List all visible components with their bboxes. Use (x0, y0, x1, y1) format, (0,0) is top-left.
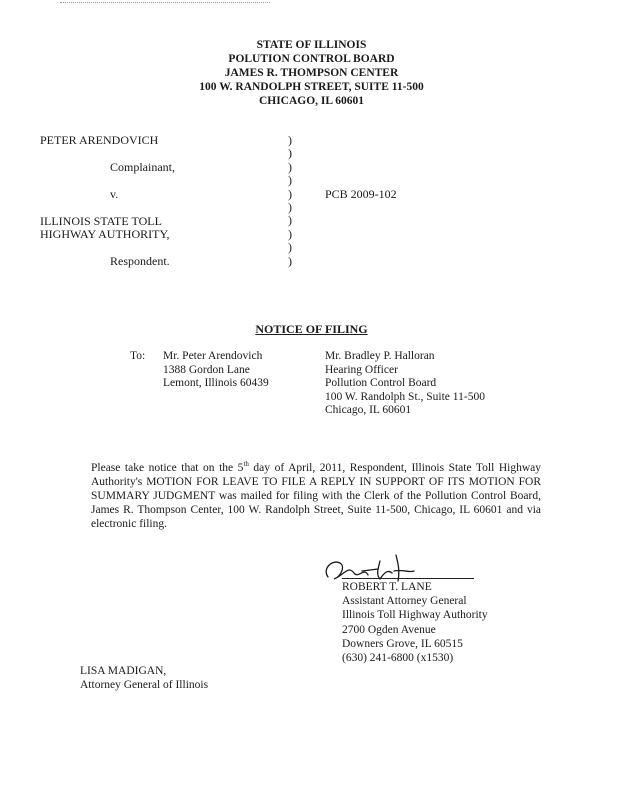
ag-title: Attorney General of Illinois (80, 679, 209, 691)
complainant-role: Complainant, (110, 160, 175, 174)
recipient-left (163, 350, 269, 391)
signer-phone: (630) 241-6800 (x1530) (342, 652, 454, 665)
recipient-right-city: Chicago, IL 60601 (325, 404, 412, 416)
caption-paren-column: ) ) ) ) ) ) ) ) ) ) (288, 133, 292, 268)
header-center: JAMES R. THOMPSON CENTER (224, 67, 399, 79)
attorney-general-block (80, 664, 208, 692)
header-state: STATE OF ILLINOIS (256, 39, 367, 51)
body-part-1: Please take notice that on the 5 (91, 462, 244, 474)
signer-name: ROBERT T. LANE (342, 581, 432, 593)
respondent-line-1: ILLINOIS STATE TOLL (40, 214, 162, 228)
signer-org: Illinois Toll Highway Authority (342, 609, 488, 622)
recipient-left-name: Mr. Peter Arendovich (163, 350, 263, 362)
signature-line (342, 578, 474, 579)
header-city: CHICAGO, IL 60601 (258, 95, 365, 107)
notice-body (91, 461, 541, 531)
signature-block (342, 580, 488, 665)
to-label: To: (130, 350, 146, 362)
body-superscript: th (243, 460, 249, 469)
respondent-role: Respondent. (110, 254, 170, 268)
signer-city: Downers Grove, IL 60515 (342, 637, 463, 650)
signer-title: Assistant Attorney General (342, 595, 467, 608)
body-part-2: day of April, 2011, Respondent, Illinois State Toll Highway Authority's MOTION FOR LEAVE TO FILE A REPLY IN SUPPORT OF ITS MOTION FOR SUMMARY JUDGMENT was mailed for filing with the Clerk of the Pollution Control Board, James R. Thompson Center, 100 W. Randolph Street, Suite 11-500, Chicago, IL 60601 and via electronic filing. (91, 462, 541, 530)
complainant-name: PETER ARENDOVICH (40, 133, 159, 147)
court-header (0, 38, 623, 108)
recipient-right-name: Mr. Bradley P. Halloran (325, 350, 435, 362)
recipient-right-street: 100 W. Randolph St., Suite 11-500 (325, 390, 485, 403)
ag-name: LISA MADIGAN, (80, 665, 167, 677)
header-board: POLUTION CONTROL BOARD (228, 53, 395, 65)
recipient-left-street: 1388 Gordon Lane (163, 363, 250, 376)
recipient-left-city: Lemont, Illinois 60439 (163, 377, 269, 389)
scan-artifact-line (60, 2, 270, 4)
header-street: 100 W. RANDOLPH STREET, SUITE 11-500 (199, 81, 424, 93)
respondent-line-2: HIGHWAY AUTHORITY, (40, 227, 170, 241)
notice-title: NOTICE OF FILING (255, 322, 368, 336)
case-number: PCB 2009-102 (325, 187, 397, 201)
recipient-right-org: Pollution Control Board (325, 377, 437, 389)
versus: v. (110, 187, 119, 201)
signer-street: 2700 Ogden Avenue (342, 623, 436, 636)
recipient-right (325, 350, 485, 418)
recipient-right-title: Hearing Officer (325, 363, 398, 376)
